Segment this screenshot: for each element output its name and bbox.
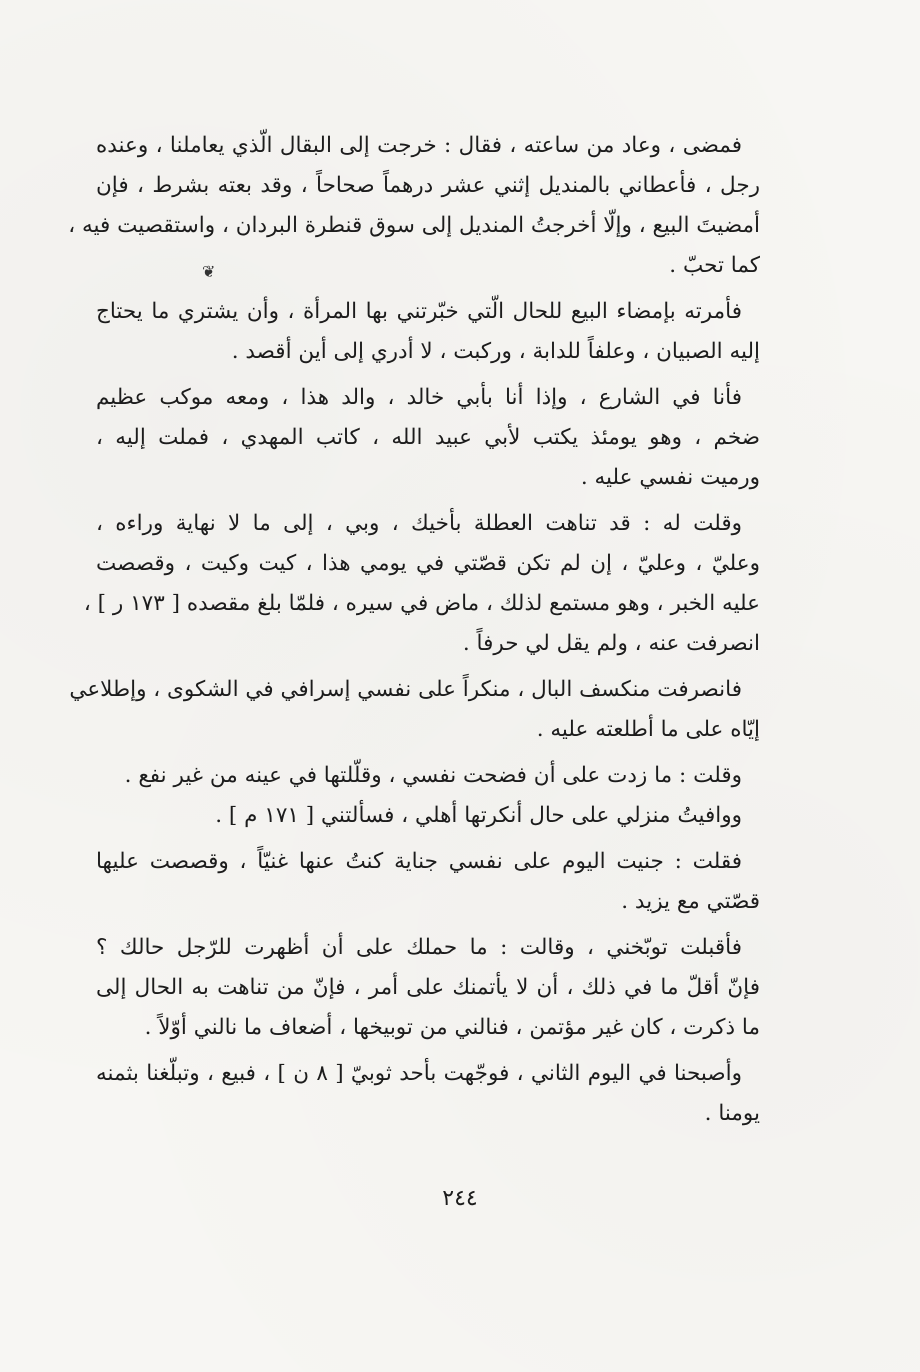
text-line: إيّاه على ما أطلعته عليه . [536,717,760,742]
text-line: فقلت : جنيت اليوم على نفسي جناية كنتُ عنها غنيّاً ، وقصصت عليها [96,849,742,874]
paragraph [96,1054,760,1134]
paragraph [96,842,760,922]
text-line: فأقبلت توبّخني ، وقالت : ما حملك على أن أظهرت للرّجل حالك ؟ [96,935,742,960]
text-line: رجل ، فأعطاني بالمنديل إثني عشر درهماً صحاحاً ، وقد بعته بشرط ، فإن [96,173,760,198]
text-line: انصرفت عنه ، ولم يقل لي حرفاً . [462,631,760,656]
paragraph [69,670,760,750]
text-line: فأنا في الشارع ، وإذا أنا بأبي خالد ، والد هذا ، ومعه موكب عظيم [96,385,742,410]
text-line: ورميت نفسي عليه . [580,465,760,490]
text-line: إليه الصبيان ، وعلفاً للدابة ، وركبت ، لا أدري إلى أين أقصد . [231,339,760,364]
body-text [68,126,760,1140]
text-line: يومنا . [704,1101,760,1126]
ink-mark-icon: ❦ [202,262,216,281]
text-line: فأمرته بإمضاء البيع للحال الّتي خبّرتني بها المرأة ، وأن يشتري ما يحتاج [96,299,742,324]
text-line: فمضى ، وعاد من ساعته ، فقال : خرجت إلى البقال الّذي يعاملنا ، وعنده [96,133,742,158]
text-line: ضخم ، وهو يومئذ يكتب لأبي عبيد الله ، كاتب المهدي ، فملت إليه ، [96,425,760,450]
paragraph [83,504,760,664]
paragraph [96,378,760,498]
page-number: ٢٤٤ [442,1186,478,1211]
text-line: وعليّ ، وعليّ ، إن لم تكن قصّتي في يومي هذا ، كيت وكيت ، وقصصت [96,551,760,576]
text-line: ووافيتُ منزلي على حال أنكرتها أهلي ، فسألتني [ ١٧١ م ] . [215,803,742,828]
paragraph [96,756,760,796]
paragraph [96,796,760,836]
text-line: وقلت : ما زدت على أن فضحت نفسي ، وقلّلتها في عينه من غير نفع . [124,763,742,788]
text-line: فانصرفت منكسف البال ، منكراً على نفسي إسرافي في الشكوى ، وإطلاعي [69,677,742,702]
text-line: عليه الخبر ، وهو مستمع لذلك ، ماض في سيره ، فلمّا بلغ مقصده [ ١٧٣ ر ] ، [83,591,760,616]
paragraph [96,928,760,1048]
text-line: وأصبحنا في اليوم الثاني ، فوجّهت بأحد ثوبيّ [ ٨ ن ] ، فبيع ، وتبلّغنا بثمنه [96,1061,743,1086]
text-line: ما ذكرت ، كان غير مؤتمن ، فنالني من توبيخها ، أضعاف ما نالني أوّلاً . [144,1015,760,1040]
paragraph [96,292,760,372]
text-line: قصّتي مع يزيد . [621,889,760,914]
paragraph [68,126,760,286]
text-line: وقلت له : قد تناهت العطلة بأخيك ، وبي ، إلى ما لا نهاية وراءه ، [96,511,742,536]
text-line: كما تحبّ . [669,253,760,278]
text-line: فإنّ أقلّ ما في ذلك ، أن لا يأتمنك على أمر ، فإنّ من تناهت به الحال إلى [96,975,760,1000]
text-line: أمضيتَ البيع ، وإلّا أخرجتُ المنديل إلى سوق قنطرة البردان ، واستقصيت فيه ، [68,213,760,238]
